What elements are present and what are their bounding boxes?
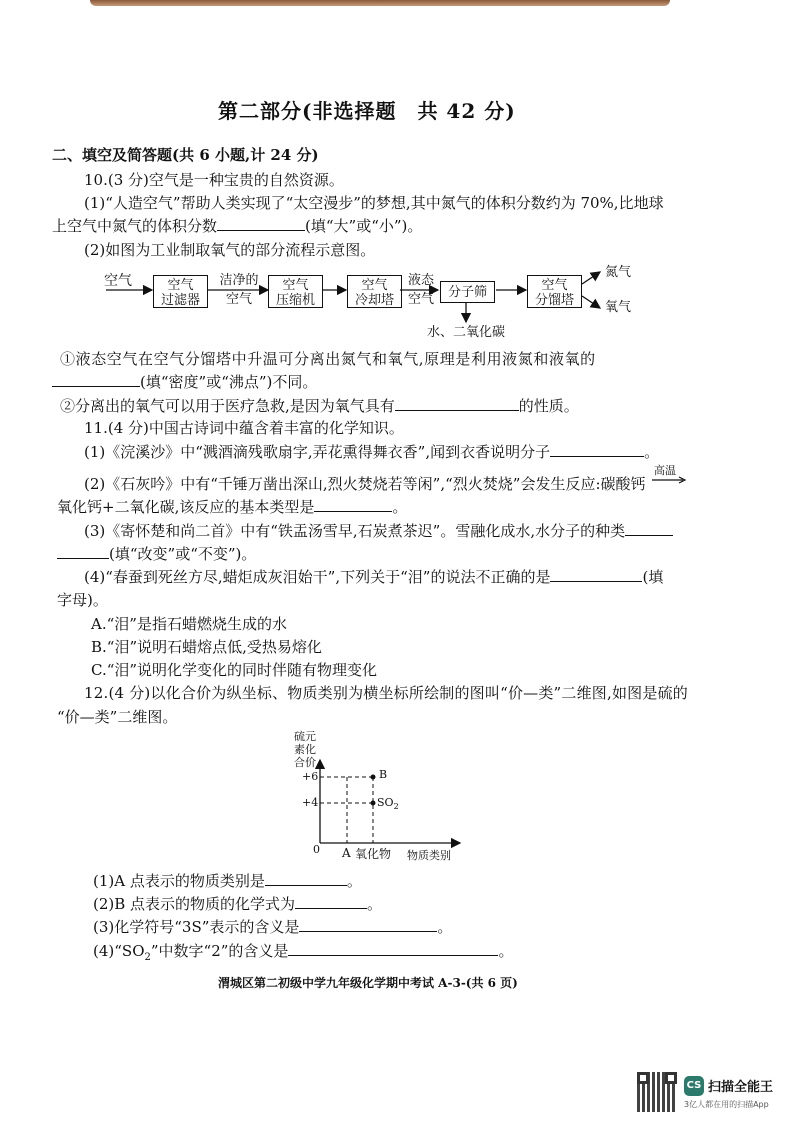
q12-p4-subscript: 2: [144, 952, 151, 963]
qr-code-icon: [637, 1072, 677, 1112]
flow-box-text: 空气: [282, 278, 309, 293]
q12-p4-text2: ”中数字“2”的含义是: [150, 942, 289, 960]
q11-stem: 11.(4 分)中国古诗词中蕴含着丰富的化学知识。: [84, 419, 404, 437]
flow-byproduct: 水、二氧化碳: [427, 325, 506, 340]
q11-p4-hint: (填: [642, 568, 664, 586]
q10-p1-hint: (填“大”或“小”)。: [305, 217, 423, 235]
answer-blank[interactable]: [550, 567, 642, 582]
q10-p2: (2)如图为工业制取氧气的部分流程示意图。: [84, 241, 376, 259]
q12-p4-text: (4)“SO: [93, 942, 145, 960]
flow-output-oxygen: 氧气: [605, 300, 632, 315]
scanner-tagline: 3亿人都在用的扫描App: [684, 1100, 769, 1109]
q12-stem-line1: 12.(4 分)以化合价为纵坐标、物质类别为横坐标所绘制的图叫“价—类”二维图,如图是硫的: [84, 684, 688, 702]
q12-p4-end: 。: [498, 942, 514, 960]
flow-label-text: 洁净的: [219, 273, 259, 288]
q11-p4-line2: 字母)。: [57, 591, 108, 609]
answer-blank[interactable]: [314, 497, 392, 512]
q12-p4: [93, 941, 513, 968]
chart-ylabel-text: 素化: [294, 743, 316, 756]
chart-ytick-plus6: +6: [302, 770, 319, 783]
flow-input-air: 空气: [104, 273, 132, 289]
q11-p2-line2: [57, 497, 407, 517]
flow-label-liquid-air: [404, 273, 438, 307]
camscanner-logo-icon: CS: [684, 1076, 704, 1096]
q11-p4-text: (4)“春蚕到死丝方尽,蜡炬成灰泪始干”,下列关于“泪”的说法不正确的是: [84, 568, 551, 586]
q11-p3-line1: [84, 521, 673, 541]
chart-ylabel-text: 硫元: [294, 730, 316, 743]
answer-blank[interactable]: [625, 521, 673, 536]
page-footer: 渭城区第二初级中学九年级化学期中考试 A-3-(共 6 页): [218, 976, 518, 990]
q12-p2-text: (2)B 点表示的物质的化学式为: [93, 895, 296, 913]
q12-p3: [93, 917, 452, 937]
chart-ylabel: [294, 730, 316, 769]
flow-box-text: 压缩机: [275, 293, 315, 308]
answer-blank[interactable]: [52, 372, 140, 387]
flow-box-text: 空气: [361, 278, 388, 293]
flow-box-text: 冷却塔: [354, 293, 394, 308]
q11-p2-text: 氧化钙+二氧化碳,该反应的基本类型是: [57, 498, 315, 516]
answer-blank[interactable]: [288, 941, 498, 956]
q10-stem: 10.(3 分)空气是一种宝贵的自然资源。: [84, 171, 344, 189]
chart-label-so2-text: SO: [377, 796, 394, 809]
flow-box-compressor: [268, 275, 323, 308]
q12-p2-end: 。: [367, 895, 383, 913]
flow-box-air-filter: [153, 275, 208, 308]
q11-p2-end: 。: [392, 498, 408, 516]
answer-blank[interactable]: [299, 917, 437, 932]
flow-label-text: 液态: [407, 273, 434, 288]
q10-p1-line2: [52, 216, 422, 236]
flow-box-molecular-sieve: 分子筛: [440, 281, 495, 303]
q12-p3-text: (3)化学符号“3S”表示的含义是: [93, 918, 300, 936]
q10-s1-line2: [52, 372, 317, 392]
flow-box-fractionating-tower: [527, 275, 582, 308]
q10-s2: [60, 396, 579, 416]
q10-s2-end: 的性质。: [518, 397, 579, 415]
q10-s2-text: ②分离出的氧气可以用于医疗急救,是因为氧气具有: [60, 397, 395, 415]
answer-blank[interactable]: [217, 216, 305, 231]
q11-p3-text: (3)《寄怀楚和尚二首》中有“铁盂汤雪早,石炭煮茶迟”。雪融化成水,水分子的种类: [84, 522, 626, 540]
part-heading: 二、填空及简答题(共 6 小题,计 24 分): [52, 146, 319, 164]
chart-xlabel: 物质类别: [407, 849, 451, 862]
chart-ytick-plus4: +4: [302, 796, 319, 809]
q11-p3-hint: (填“改变”或“不变”)。: [109, 545, 257, 563]
answer-blank[interactable]: [57, 544, 109, 559]
chart-ylabel-text: 合价: [294, 756, 316, 769]
answer-blank[interactable]: [295, 894, 367, 909]
flow-output-nitrogen: 氮气: [605, 265, 632, 280]
chart-point-b: [371, 775, 376, 780]
flow-box-text: 空气: [167, 278, 194, 293]
flow-box-text: 分馏塔: [534, 293, 574, 308]
q11-p1-text: (1)《浣溪沙》中“溅酒滴残歌扇字,弄花熏得舞衣香”,闻到衣香说明分子: [84, 443, 551, 461]
flow-box-text: 空气: [541, 278, 568, 293]
flow-box-cooling-tower: [347, 275, 402, 308]
chart-xtick-a: A: [342, 846, 351, 860]
flow-label-text: 空气: [407, 292, 434, 307]
q12-p1-text: (1)A 点表示的物质类别是: [93, 872, 265, 890]
flow-label-clean-air: [214, 273, 264, 307]
q12-stem-line2: “价—类”二维图。: [57, 708, 178, 726]
q11-p4-line1: [84, 567, 663, 587]
q12-p3-end: 。: [437, 918, 453, 936]
q11-option-a: A.“泪”是指石蜡燃烧生成的水: [91, 615, 287, 633]
answer-blank[interactable]: [550, 442, 644, 457]
reaction-arrow-icon: [651, 475, 687, 485]
q10-p1-text: 上空气中氮气的体积分数: [52, 217, 218, 235]
chart-label-so2: [377, 796, 399, 811]
q10-s1-line1: ①液态空气在空气分馏塔中升温可分离出氮气和氧气,原理是利用液氮和液氧的: [60, 350, 596, 368]
section-title: 第二部分(非选择题 共 42 分): [218, 99, 516, 123]
chart-origin: 0: [313, 843, 320, 856]
q10-p1-line1: (1)“人造空气”帮助人类实现了“太空漫步”的梦想,其中氮气的体积分数约为 70%,比地球: [84, 194, 664, 212]
answer-blank[interactable]: [395, 396, 519, 411]
q11-p1: [84, 442, 659, 462]
q11-p3-line2: [57, 544, 256, 564]
q12-p1-end: 。: [346, 872, 362, 890]
chart-xtick-oxide: 氧化物: [355, 847, 392, 861]
q12-p1: [93, 871, 362, 891]
chart-label-so2-subscript: 2: [393, 802, 399, 812]
page-top-edge: [90, 0, 670, 6]
chart-point-so2: [371, 801, 376, 806]
reaction-condition: 高温: [654, 464, 676, 477]
chart-label-b: B: [379, 768, 388, 781]
q12-p2: [93, 894, 382, 914]
q11-p1-end: 。: [644, 443, 660, 461]
q11-option-c: C.“泪”说明化学变化的同时伴随有物理变化: [91, 661, 378, 679]
q10-s1-hint: (填“密度”或“沸点”)不同。: [140, 373, 318, 391]
flow-label-text: 空气: [225, 292, 252, 307]
q11-p2-line1: (2)《石灰吟》中有“千锤万凿出深山,烈火焚烧若等闲”,“烈火焚烧”会发生反应:碳酸钙: [84, 475, 646, 493]
answer-blank[interactable]: [265, 871, 347, 886]
scanner-app-name: 扫描全能王: [708, 1080, 774, 1095]
flow-box-text: 过滤器: [160, 293, 200, 308]
q11-option-b: B.“泪”说明石蜡熔点低,受热易熔化: [91, 638, 322, 656]
